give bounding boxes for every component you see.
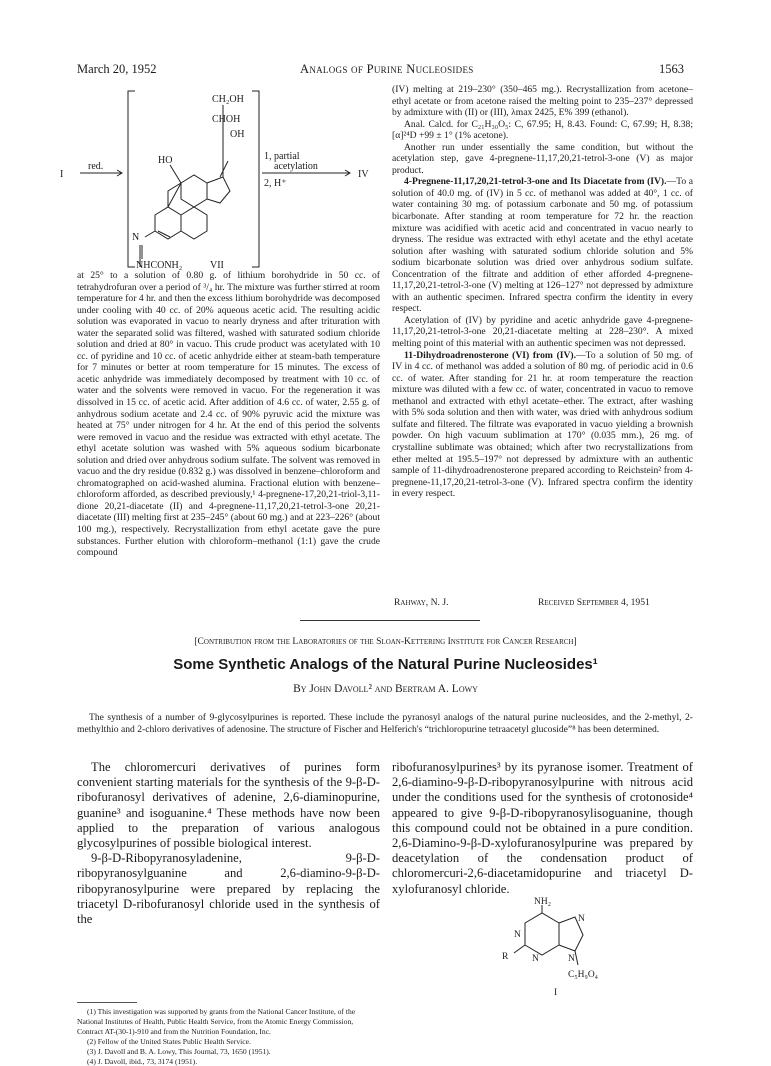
body-right-column — [392, 760, 693, 897]
step1b-label: acetylation — [274, 161, 318, 172]
footnote-rule — [77, 1002, 137, 1003]
structure-label: I — [554, 988, 558, 998]
right-column — [392, 84, 693, 500]
left-col-paragraph: at 25° to a solution of 0.80 g. of lithium borohydride in 50 cc. of tetrahydrofuran over a period of ³/₄ hr. The mixture was further stirred at room temperature for 4 hr. and then the excess lithium borohydride was decomposed under cooling with 40 cc. of 20% aqueous acetic acid. The resulting acidic solution was evaporated in vacuo to nearly dryness and after trituration with water the separated solid was filtered, washed with saturated sodium chloride solution and dried at 80° in vacuo. This crude product was acetylated with 10 cc. of pyridine and 10 cc. of acetic anhydride either at steam-bath temperature for 7 minutes or better at room temperature for 15 minutes. The excess of acetic anhydride was immediately decomposed by treatment with 10 cc. of water and the solvents were removed in vacuo. For the regeneration it was dissolved in 15 cc. of acetic acid. After addition of 4.6 cc. of water, 2.55 g. of anhydrous sodium acetate and 2.4 cc. of 90% pyruvic acid the mixture was heated at 75° under nitrogen for 4 hr. At the end of this period the solvents were removed in vacuo and the residue was extracted with ethyl acetate. The ethyl acetate solution was washed with 5% aqueous sodium bicarbonate solution and dried over anhydrous sodium sulfate. The solvent was removed in vacuo and the dry residue (0.832 g.) was dissolved in benzene–chloroform and chromatographed on acid-washed alumina. Fractional elution with benzene–chloroform afforded, as described previously,¹ 4-pregnene-17,20,21-triol-3,11-dione 20,21-diacetate (II) and 4-pregnene-11,17,20,21-tetrol-3-one 20,21-diacetate (III) melting first at 235–245° (about 60 mg.) and at 223–226° (about 100 mg.), respectively. Recrystallization from ethyl acetate gave the pure substances. Further elution with chloroform–methanol (1:1) gave the crude compound — [77, 270, 380, 559]
right-bracket — [252, 91, 259, 267]
page-date: March 20, 1952 — [77, 62, 157, 76]
footnote-4: (4) J. Davoll, ibid., 73, 3174 (1951). — [87, 1056, 198, 1066]
ring-b — [181, 207, 207, 239]
product-label: IV — [358, 169, 369, 180]
sugar-label: C₅H₉O₄ — [568, 970, 598, 980]
n7-label: N — [578, 914, 585, 924]
footnote-1: (1) This investigation was supported by grants from the National Cancer Institute, of the National Institutes of Health, Public Health Service, from the Atomic Energy Commission, Contract AT-(30-1)-910 and from the Nutrition Foundation, Inc. — [77, 1007, 356, 1036]
right-col-p5: Acetylation of (IV) by pyridine and acetic anhydride gave 4-pregnene-11,17,20,21-tetrol-3-one 20,21-diacetate melting at 228–230°. A mixed melting point of this material with an authentic specimen was not depressed. — [392, 314, 693, 350]
ring-a — [155, 207, 181, 239]
ring-d — [207, 177, 230, 203]
body-right-p1: ribofuranosylpurines³ by its pyranose isomer. Treatment of 2,6-diamino-9-β-D-ribopyranosylpurine with nitrous acid under the conditions used for the synthesis of crotonoside⁴ appeared to give 9-β-D-ribopyranosylisoguanine, though this compound could not be obtained in a pure condition. 2,6-Diamino-9-β-D-xylofuranosylpurine was prepared by deacetylation of the condensation product of chloromercuri-2,6-diacetamidopurine and triacetyl D-xylofuranosyl chloride. — [392, 760, 693, 896]
reactant-label: I — [60, 169, 64, 180]
choh-label: CHOH — [212, 114, 241, 125]
footnote-3: (3) J. Davoll and B. A. Lowy, This Journal, 73, 1650 (1951). — [87, 1046, 271, 1056]
pyrimidine-ring — [525, 913, 559, 955]
running-title: Analogs of Purine Nucleosides — [300, 62, 474, 76]
location: Rahway, N. J. — [394, 597, 449, 608]
contribution-line: [Contribution from the Laboratories of the Sloan-Kettering Institute for Cancer Research] — [194, 636, 577, 647]
received-date: Received September 4, 1951 — [538, 597, 650, 608]
nh2-label: NH₂ — [534, 897, 552, 907]
right-col-p2: Anal. Calcd. for C₂₁H₃₀O₅: C, 67.95; H, 8.43. Found: C, 67.99; H, 8.38; [α]²⁴D +99 ± 1° (1% acetone). — [392, 118, 693, 142]
abstract-text: The synthesis of a number of 9-glycosylpurines is reported. These include the pyranosyl analogs of the natural purine nucleosides, and the 2-methyl, 2-methylthio and 2-chloro derivatives of adenosine. The structure of Fischer and Helferich's “trichloropurine tetraacetyl glucoside”⁸ has been determined. — [77, 712, 693, 735]
right-col-p4: —To a solution of 40.0 mg. of (IV) in 5 cc. of methanol was added at 40°, 1 cc. of water containing 30 mg. of potassium carbonate and 50 mg. of potassium bicarbonate. After standing at room temperature for 72 hr. the reaction mixture was acidified with acetic acid and concentrated in vacuo nearly to dryness. The residue was extracted with ethyl acetate and the ethyl acetate solution after washing with saturated sodium chloride solution and 5% sodium bicarbonate solution was dried over anhydrous sodium sulfate. Concentration of the filtrate and addition of ether afforded 4-pregnene-11,17,20,21-tetrol-3-one (V) melting at 126–127° not depressed by admixture with an authentic specimen. Infrared spectra confirm the identity in every respect. — [392, 176, 693, 315]
r-label: R — [502, 952, 509, 962]
body-left-column — [77, 760, 380, 927]
right-col-p1: (IV) melting at 219–230° (350–465 mg.). Recrystallization from acetone–ethyl acetate or from acetone raised the melting point to 235–237° depressed by admixture with (II) or (III), λmax 2425, E% 399 (ethanol). — [392, 84, 693, 119]
right-col-p6: —To a solution of 50 mg. of IV in 4 cc. of methanol was added a solution of 80 mg. of periodic acid in 0.6 cc. of water. After standing for 21 hr. at room temperature the reaction mixture was diluted with a few cc. of water, concentrated in vacuo to remove methanol and extracted with ethyl acetate–ether. The extract, after washing with 5% soda solution and then with water, was dried with anhydrous sodium sulfate and filtered. The filtrate was evaporated in vacuo yielding a brownish powder. On high vacuum sublimation at 170° (0.035 mm.), 26 mg. of crystalline sublimate was obtained; which after two recrystallizations from ether melted at 195.5–197° not depressed by admixture with an authentic sample of 11-dihydroadrenosterone prepared according to Reichstein² from 4-pregnene-11,17,20,21-tetrol-3-one (V). Infrared spectra confirm the identity in every respect. — [392, 349, 693, 500]
structure-I — [480, 895, 630, 1007]
arrow1-label: red. — [88, 161, 104, 172]
body-left-p1: The chloromercuri derivatives of purines form convenient starting materials for the synthesis of the 9-β-D-ribofuranosyl derivatives of adenine, 2,6-diaminopurine, guanine³ and isoguanine.⁴ These methods have now been applied to the preparation of various analogous glycosylpurines of possible biological interest. — [77, 760, 380, 851]
reaction-scheme — [60, 85, 390, 270]
abstract — [77, 712, 693, 735]
compound-vii-label: VII — [210, 260, 224, 270]
page-number: 1563 — [659, 62, 684, 76]
n3-label: N — [532, 954, 539, 964]
n1-label: N — [514, 930, 521, 940]
footnote-2: (2) Fellow of the United States Public Health Service. — [87, 1036, 251, 1046]
ch2oh-label: CH₂OH — [212, 94, 244, 105]
oh-label: OH — [230, 129, 245, 140]
step2-label: 2, H⁺ — [264, 178, 287, 189]
footnotes — [77, 1007, 380, 1066]
body-left-p2: 9-β-D-Ribopyranosyladenine, 9-β-D-ribopyranosylguanine and 2,6-diamino-9-β-D-ribopyranosylpurine were prepared by replacing the triacetyl D-ribofuranosyl chloride used in the synthesis of the — [77, 851, 380, 927]
ring-c — [181, 175, 207, 207]
right-col-p4-head: 4-Pregnene-11,17,20,21-tetrol-3-one and Its Diacetate from (IV). — [404, 176, 667, 188]
right-col-p6-head: 11-Dihydroadrenosterone (VI) from (IV). — [404, 349, 577, 361]
step1-label: 1, partial — [264, 151, 300, 162]
right-col-p3: Another run under essentially the same condition, but without the acetylation step, gave 4-pregnene-11,17,20,21-tetrol-3-one (V) as major product. — [392, 141, 693, 176]
n-label: N — [132, 232, 140, 243]
article-authors: By John Davoll² and Bertram A. Lowy — [293, 683, 478, 695]
section-divider — [300, 620, 480, 621]
ho-label: HO — [158, 155, 173, 166]
n9-label: N — [568, 954, 575, 964]
article-title: Some Synthetic Analogs of the Natural Purine Nucleosides¹ — [173, 656, 598, 673]
nhconh2-label: NHCONH₂ — [136, 260, 183, 270]
left-column — [77, 270, 380, 559]
